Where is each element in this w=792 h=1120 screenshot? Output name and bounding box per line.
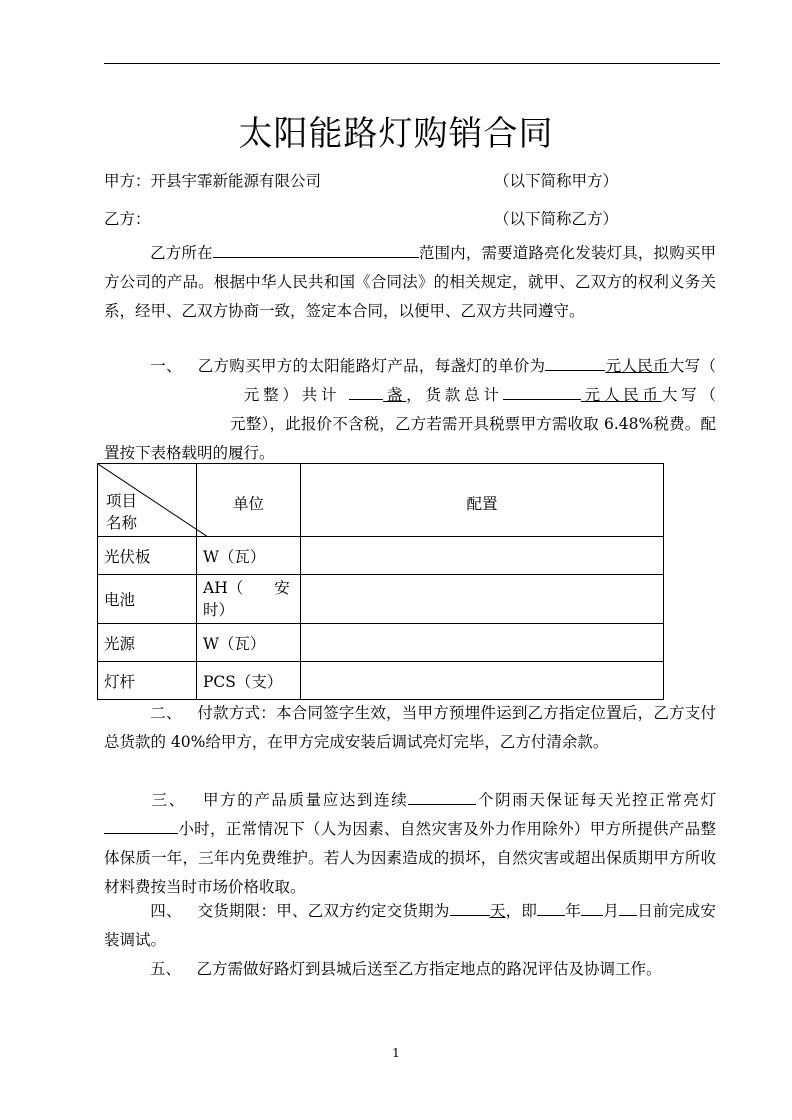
intro-paragraph xyxy=(104,239,716,326)
delivery-days-blank[interactable] xyxy=(450,899,490,916)
party-b-note: （以下简称乙方） xyxy=(494,210,619,228)
clause-4 xyxy=(104,897,716,955)
clause-3-num: 三、 xyxy=(150,791,186,809)
header-name: 名称 xyxy=(106,514,138,532)
row-name: 灯杆 xyxy=(98,662,197,700)
rainy-days-blank[interactable] xyxy=(408,788,476,805)
row-unit: W（瓦） xyxy=(197,537,301,575)
page-title: 太阳能路灯购销合同 xyxy=(238,114,554,154)
party-a-note: （以下简称甲方） xyxy=(494,172,619,190)
quantity-unit: 盏 xyxy=(383,386,407,404)
row-unit: W（瓦） xyxy=(197,624,301,662)
clause-1-text: 乙方购买甲方的太阳能路灯产品，每盏灯的单价为 xyxy=(197,357,546,375)
row-name: 光伏板 xyxy=(98,537,197,575)
header-item: 项目 xyxy=(106,492,138,510)
row-name: 电池 xyxy=(98,575,197,624)
table-row xyxy=(98,575,664,624)
table-row xyxy=(98,624,664,662)
party-a: 甲方：开县宇霏新能源有限公司 xyxy=(104,172,322,190)
diagonal-header-cell xyxy=(98,464,197,537)
clause-2-text: 付款方式：本合同签字生效，当甲方预埋件运到乙方指定位置后，乙方支付总货款的 40%给甲方，在甲方完成安装后调试亮灯完毕，乙方付清余款。 xyxy=(104,704,716,751)
days-unit: 天 xyxy=(489,902,506,920)
clause-2-num: 二、 xyxy=(150,704,182,722)
clause-4-text-a: 交货期限：甲、乙双方约定交货期为 xyxy=(197,902,450,920)
month-blank[interactable] xyxy=(581,899,603,916)
header-unit: 单位 xyxy=(197,464,301,537)
unit-price-blank[interactable] xyxy=(545,354,605,371)
total-amount-label: ，货款总计 xyxy=(406,386,503,404)
total-label: 元整）共计 xyxy=(240,386,341,404)
clause-4-text-c: ，即 xyxy=(505,902,538,920)
clause-1-tail: 元整），此报价不含税，乙方若需开具税票甲方需收取 6.48%税费。配置按下表格载明的履行。 xyxy=(104,415,716,462)
table-header-row xyxy=(98,464,664,537)
page-number: 1 xyxy=(392,1046,400,1060)
clause-5-num: 五、 xyxy=(150,960,182,978)
clause-2 xyxy=(104,699,716,757)
day-blank[interactable] xyxy=(619,899,637,916)
uppercase-label: 大写（ xyxy=(668,357,716,375)
spec-table xyxy=(97,463,664,700)
row-config[interactable] xyxy=(301,662,664,700)
clause-5-text: 乙方需做好路灯到县城后送至乙方指定地点的路况评估及协调工作。 xyxy=(196,960,662,978)
party-b: 乙方： xyxy=(104,210,151,228)
clause-3-text-a: 甲方的产品质量应达到连续 xyxy=(201,791,409,809)
currency-label-2: 元人民币 xyxy=(580,386,662,404)
month-label: 月 xyxy=(603,902,620,920)
header-config: 配置 xyxy=(301,464,664,537)
row-unit: PCS（支） xyxy=(197,662,301,700)
total-amount-blank[interactable] xyxy=(503,383,581,400)
row-config[interactable] xyxy=(301,575,664,624)
row-name: 光源 xyxy=(98,624,197,662)
clause-5 xyxy=(104,955,716,984)
year-blank[interactable] xyxy=(537,899,565,916)
table-row xyxy=(98,662,664,700)
row-config[interactable] xyxy=(301,537,664,575)
clause-1-num: 一、 xyxy=(150,357,182,375)
uppercase-label-2: 大写（ xyxy=(661,386,716,404)
clause-4-num: 四、 xyxy=(150,902,182,920)
intro-suffix: 范围内，需要道路亮化发装灯具，拟购买甲方公司的产品。根据中华人民共和国《合同法》的相关规定，就甲、乙双方的权利义务关系，经甲、乙双方协商一致，签定本合同，以便甲、乙双方共同遵守。 xyxy=(104,244,716,320)
year-label: 年 xyxy=(565,902,582,920)
hours-blank[interactable] xyxy=(104,817,178,834)
clause-3-text-b: 个阴雨天保证每天光控正常亮灯 xyxy=(476,791,716,809)
clause-3-text-c: 小时，正常情况下（人为因素、自然灾害及外力作用除外）甲方所提供产品整体保质一年，三年内免费维护。若人为因素造成的损坏，自然灾害或超出保质期甲方所收材料费按当时市场价格收取。 xyxy=(104,820,716,896)
location-blank[interactable] xyxy=(213,241,419,258)
header-rule xyxy=(104,63,720,64)
currency-label: 元人民币 xyxy=(605,357,669,375)
quantity-blank[interactable] xyxy=(349,383,383,400)
row-config[interactable] xyxy=(301,624,664,662)
clause-4-text-f: 日前完成安装调试。 xyxy=(104,902,716,949)
clause-3 xyxy=(104,786,716,902)
clause-1 xyxy=(104,352,716,468)
intro-prefix: 乙方所在 xyxy=(150,244,213,262)
row-unit: AH（ 安时） xyxy=(197,575,301,624)
table-row xyxy=(98,537,664,575)
